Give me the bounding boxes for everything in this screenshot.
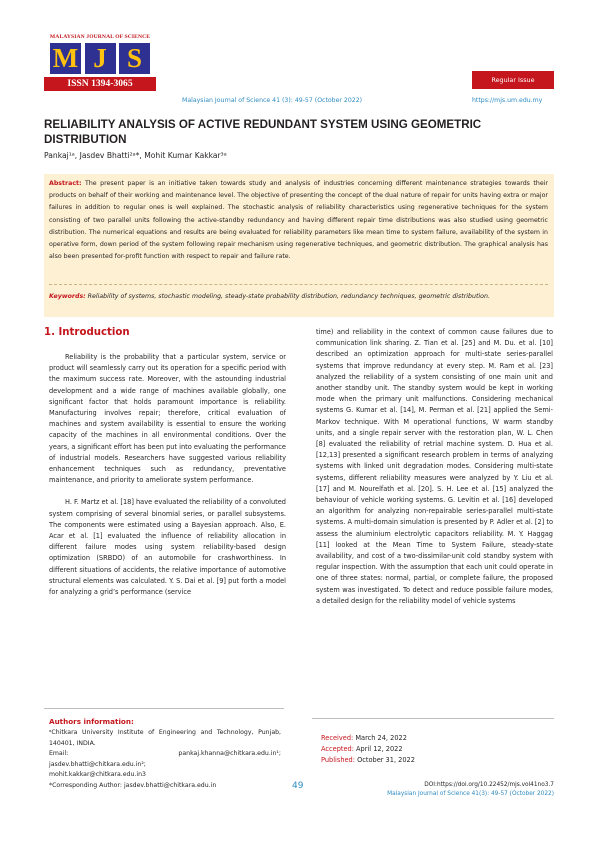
- received-date-row: [321, 733, 415, 744]
- doi-link[interactable]: DOI:https://doi.org/10.22452/mjs.vol41no3.7: [424, 782, 554, 788]
- email-link[interactable]: mohit.kakkar@chitkara.edu.in3: [49, 771, 146, 778]
- journal-reference: Malaysian Journal of Science 41 (3): 49-57 (October 2022): [182, 97, 363, 104]
- body-column-left: [49, 352, 286, 598]
- logo-journal-name: MALAYSIAN JOURNAL OF SCIENCE: [49, 34, 151, 40]
- received-date: March 24, 2022: [355, 734, 407, 742]
- logo-issn: ISSN 1394-3065: [44, 77, 156, 91]
- keywords-text: Reliability of systems, stochastic modeling, steady-state probability distribution, redundancy techniques, geometric distribution.: [87, 293, 490, 300]
- section-heading-introduction: 1. Introduction: [44, 327, 130, 338]
- accepted-date-row: [321, 744, 415, 755]
- author-list: Pankaj¹ᵃ, Jasdev Bhatti²ᵃ*, Mohit Kumar Kakkar³ᵃ: [44, 151, 227, 160]
- abstract-text: The present paper is an initiative taken towards study and analysis of industries concerning different maintenance strategies towards their products on behalf of their working and maintenance level. The objective of presenting the concept of the dual nature of repair for units having extra or major failures in addition to regular ones is well explained. The stochastic analysis of reliability characteristics using regenerative techniques for the system consisting of two parallel units following the active-standby redundancy and having different repair time distributions was also studied using geometric distribution. The numerical equations and results are being evaluated for reliability parameters like mean time to system failure, availability of the system in operative form, down period of the system following repair mechanism using regenerative techniques, and geometric distribution. The graphical analysis has also been presented for-profit function with respect to repair and failure rate.: [49, 180, 548, 261]
- published-label: Published:: [321, 756, 355, 765]
- abstract-divider: [49, 284, 548, 285]
- affiliation: ᵃChitkara University Institute of Engineering and Technology, Punjab, 140401, INDIA.: [49, 729, 281, 747]
- paragraph: H. F. Martz et al. [18] have evaluated the reliability of a convoluted system comprising of several binomial series, or parallel subsystems. The components were estimated using a Bayesian approach. Also, E. Acar et al. [1] evaluated the influence of reliability allocation in different failure modes using system reliability-based design optimization (SRBDO) of an automobile for crashworthiness. In different situations of accidents, the relative importance of automotive structural elements was calculated. Y. S. Dai et al. [9] put forth a model for analyzing a grid’s performance (service: [49, 498, 286, 597]
- accepted-label: Accepted:: [321, 745, 354, 754]
- article-title: RELIABILITY ANALYSIS OF ACTIVE REDUNDANT SYSTEM USING GEOMETRIC DISTRIBUTION: [44, 118, 482, 146]
- dates-divider: [312, 718, 554, 719]
- published-date: October 31, 2022: [357, 756, 415, 765]
- abstract-label: Abstract:: [49, 180, 82, 187]
- email-label: Email:: [49, 750, 69, 757]
- footer-journal-reference: Malaysian Journal of Science 41(3): 49-57 (October 2022): [387, 791, 554, 797]
- paragraph: Reliability is the probability that a particular system, service or product will seamlessly carry out its operation for a specific period with the maximum success rate. Moreover, with the astounding industrial development and a wide range of machines available globally, one significant factor that holds paramount importance is reliability. Manufacturing involves repair; therefore, critical evaluation of machines and system availability is essential to ensure the working capacity of the machines in all environmental conditions. Over the years, a significant effort has been put into evaluating the performance of industrial models. Researchers have suggested various reliability enhancement techniques such as redundancy, preventative maintenance, and priority to ameliorate system performance.: [49, 353, 286, 485]
- issue-badge: Regular Issue: [472, 71, 554, 89]
- logo-letter-s: S: [119, 43, 150, 74]
- keywords: [49, 291, 548, 303]
- email-link[interactable]: jasdev.bhatti@chitkara.edu.in²;: [49, 760, 146, 768]
- abstract: [49, 178, 548, 263]
- page-number: 49: [292, 781, 304, 791]
- abstract-box: [44, 174, 554, 317]
- author-info: [49, 728, 281, 791]
- logo-letter-m: M: [50, 43, 81, 74]
- author-info-divider: [44, 708, 284, 709]
- author-info-heading: Authors information:: [49, 717, 134, 726]
- keywords-label: Keywords:: [49, 293, 86, 300]
- paragraph: time) and reliability in the context of common cause failures due to communication link sharing. Z. Tian et al. [25] and M. Du. et al. [10] described an optimization approach for multi-state series-parallel systems that improve redundancy at every step. M. Ram et al. [23] analyzed the reliability of a system consisting of one main unit and another standby unit. The standby system would be kept in working mode when the primary unit malfunctions. Considering mechanical systems G. Kumar et al. [14], M. Perman et al. [21] applied the Semi-Markov technique. With M operational functions, W warm standby units, and a single repair server with the restoration plan, W. L. Chen [8] evaluated the reliability of retrial machine system. D. Hua et al. [12,13] presented a significant research problem in terms of analyzing systems with linked unit degradation modes. Considering multi-state systems, different reliability measures were analyzed by Y. Liu et al. [17] and M. Nourelfath et al. [20]. S. H. Lee et al. [15] analyzed the behaviour of vehicle working systems. G. Levitin et al. [16] developed an algorithm for analyzing non-repairable series-parallel multi-state systems. A multi-domain simulation is presented by P. Adler et al. [2] to assess the aluminium electrolytic capacitors reliability. M. Y. Haggag [11] looked at the Mean Time to System Failure, steady-state availability, and cost of a two-dissimilar-unit cold standby system with regular inspection. With the assumption that each unit could operate in one of three states: normal, partial, or complete failure, the proposed system was investigated. To detect and reduce possible failure modes, a detailed design for the reliability model of vehicle systems: [316, 328, 553, 605]
- publication-dates: [321, 733, 415, 767]
- journal-url-link[interactable]: https://mjs.um.edu.my: [472, 97, 543, 104]
- corresponding-author: *Corresponding Author: jasdev.bhatti@chitkara.edu.in: [49, 781, 217, 789]
- accepted-date: April 12, 2022: [356, 745, 403, 754]
- logo-letter-j: J: [85, 43, 116, 74]
- footer-citation: [320, 781, 554, 799]
- email-link[interactable]: pankaj.khanna@chitkara.edu.in¹;: [178, 750, 281, 757]
- journal-logo: [44, 34, 156, 96]
- published-date-row: [321, 755, 415, 766]
- body-column-right: [316, 327, 553, 607]
- logo-letters: [50, 43, 150, 75]
- email-row: [49, 749, 281, 760]
- received-label: Received:: [321, 734, 354, 742]
